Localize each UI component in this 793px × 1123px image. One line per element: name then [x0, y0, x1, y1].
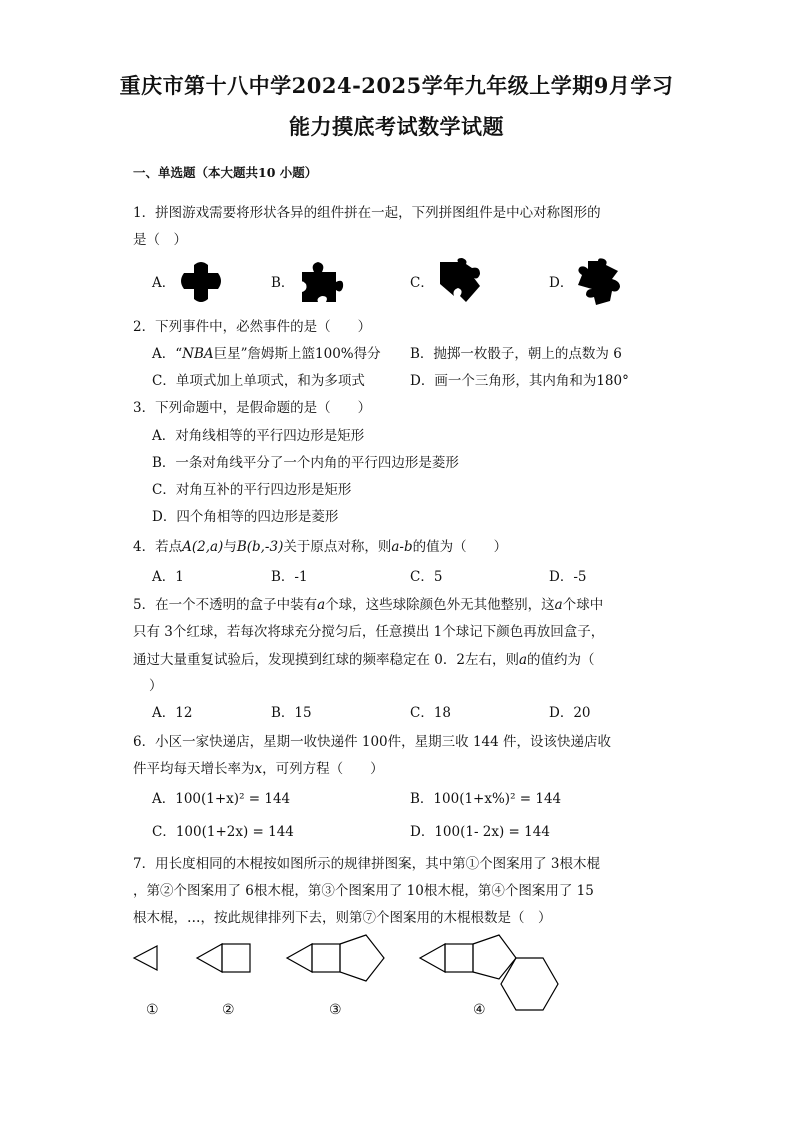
- q1-stem-line1: 1．拼图游戏需要将形状各异的组件拼在一起，下列拼图组件是中心对称图形的: [133, 205, 601, 221]
- q3-stem: 3．下列命题中，是假命题的是（ ）: [133, 400, 372, 416]
- q3-option-d: D．四个角相等的四边形是菱形: [152, 509, 339, 525]
- q5-option-a: A．12: [152, 705, 193, 721]
- q5-text-1c: 个球中: [562, 597, 604, 613]
- q3-option-a: A．对角线相等的平行四边形是矩形: [152, 428, 365, 444]
- q7-stem-line1: 7．用长度相同的木棍按如图所示的规律拼图案，其中第①个图案用了 3根木棍: [133, 856, 600, 872]
- q4-text-2: 与: [223, 539, 237, 555]
- q6-option-b: B．100(1+x%)² = 144: [410, 791, 562, 807]
- q4-option-b: B．-1: [271, 569, 308, 585]
- q5-text-3b: 的值约为（: [527, 652, 595, 668]
- q1-stem-line2: 是（ ）: [133, 232, 187, 248]
- q5-option-d: D．20: [549, 705, 591, 721]
- q7-figure-1: [134, 946, 157, 970]
- q1-option-c: C．: [410, 275, 434, 291]
- q4-option-d: D．-5: [549, 569, 587, 585]
- q7-figure-3: [287, 935, 384, 981]
- q6-var-x: x: [254, 761, 263, 777]
- q6-option-d: D．100(1- 2x) = 144: [410, 824, 550, 840]
- q5-stem-line2: 只有 3个红球，若每次将球充分搅匀后，任意摸出 1个球记下颜色再放回盒子，: [133, 624, 605, 640]
- q2-option-a-text: 巨星”詹姆斯上篮100%得分: [213, 346, 381, 362]
- q4-expr: a-b: [391, 539, 413, 555]
- q7-stem-line3: 根木棍，…，按此规律排列下去，则第⑦个图案用的木棍根数是（ ）: [133, 910, 552, 926]
- q5-var-a1: a: [317, 597, 326, 613]
- q1-option-a: A．: [152, 275, 176, 291]
- q2-option-a-prefix: A．“: [152, 346, 183, 362]
- q2-option-d: D．画一个三角形，其内角和为180°: [410, 373, 629, 389]
- q6-option-a: A．100(1+x)² = 144: [152, 791, 291, 807]
- q7-label-1: ①: [146, 1002, 159, 1018]
- q5-option-c: C．18: [410, 705, 452, 721]
- q7-label-2: ②: [222, 1002, 235, 1018]
- q6-text-2b: ，可列方程（ ）: [262, 761, 384, 777]
- q5-option-b: B．15: [271, 705, 312, 721]
- q6-text-2a: 件平均每天增长率为: [133, 761, 255, 777]
- q2-option-a-nba: NBA: [182, 346, 214, 362]
- q1-option-d: D．: [549, 275, 574, 291]
- q7-stem-line2: ，第②个图案用了 6根木棍，第③个图案用了 10根木棍，第④个图案用了 15: [133, 883, 594, 899]
- q4-text-4: 的值为（ ）: [412, 539, 508, 555]
- q2-option-b: B．抛掷一枚骰子，朝上的点数为 6: [410, 346, 622, 362]
- paper-title-line2: 能力摸底考试数学试题: [289, 114, 504, 139]
- q5-stem-line4: ）: [149, 678, 163, 694]
- q4-point-a: A(2,a): [182, 539, 224, 555]
- q6-option-c: C．100(1+2x) = 144: [152, 824, 294, 840]
- q2-option-c: C．单项式加上单项式，和为多项式: [152, 373, 365, 389]
- q4-option-c: C．5: [410, 569, 443, 585]
- q1-option-b: B．: [271, 275, 295, 291]
- q4-option-a: A．1: [152, 569, 184, 585]
- q6-stem-line1: 6．小区一家快递店，星期一收快递件 100件，星期三收 144 件，设该快递店收: [133, 734, 611, 750]
- q7-label-3: ③: [329, 1002, 342, 1018]
- q4-text-1: 4．若点: [133, 539, 183, 555]
- section-heading: 一、单选题（本大题共10 小题）: [133, 165, 318, 180]
- q3-option-b: B．一条对角线平分了一个内角的平行四边形是菱形: [152, 455, 459, 471]
- q7-label-4: ④: [473, 1002, 486, 1018]
- q3-option-c: C．对角互补的平行四边形是矩形: [152, 482, 352, 498]
- q7-figure-4: [420, 935, 558, 1010]
- paper-title-line1: 重庆市第十八中学2024-2025学年九年级上学期9月学习: [119, 73, 674, 98]
- q5-text-1b: 个球，这些球除颜色外无其他整别，这: [325, 597, 555, 613]
- q5-var-a2: a: [554, 597, 563, 613]
- q5-text-3a: 通过大量重复试验后，发现摸到红球的频率稳定在 0．2左右，则: [133, 652, 519, 668]
- q5-text-1a: 5．在一个不透明的盒子中装有: [133, 597, 318, 613]
- q7-figure-2: [197, 944, 250, 972]
- q2-stem: 2．下列事件中，必然事件的是（ ）: [133, 319, 372, 335]
- q4-text-3: 关于原点对称，则: [283, 539, 392, 555]
- q5-var-a3: a: [518, 652, 528, 668]
- q4-point-b: B(b,-3): [236, 539, 284, 555]
